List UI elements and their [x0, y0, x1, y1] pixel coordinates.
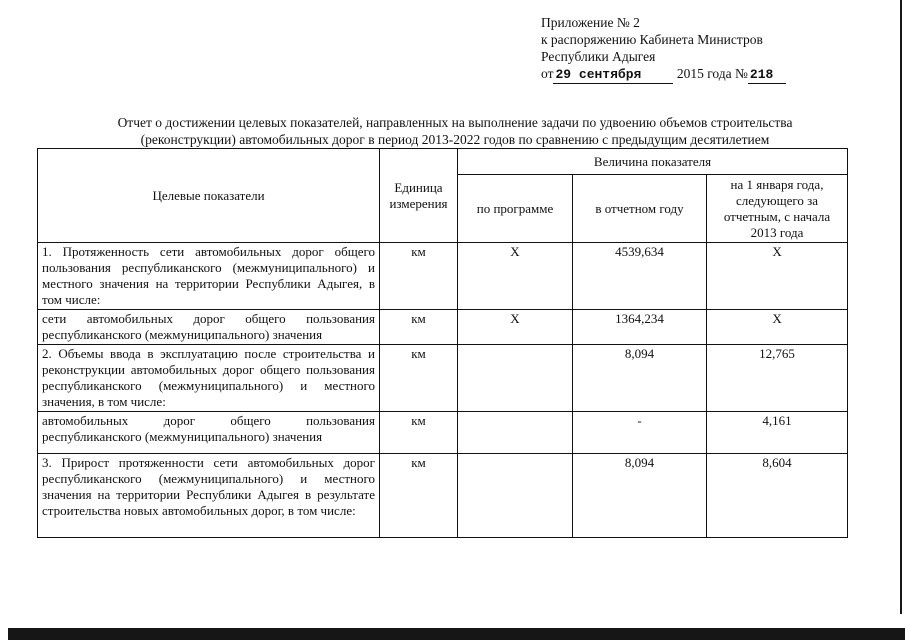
report-title-line-1: Отчет о достижении целевых показателей, направленных на выполнение задачи по удвоению объемов строительства	[117, 115, 793, 130]
year-text: 2015 года №	[676, 66, 748, 81]
attachment-number: Приложение № 2	[541, 15, 640, 30]
header-since-2013: на 1 января года, следующего за отчетным, с начала 2013 года	[707, 175, 848, 243]
row-program	[458, 345, 573, 412]
row-reporting: 8,094	[573, 454, 707, 538]
row-since-2013: 4,161	[707, 412, 848, 454]
date-prefix: от	[541, 66, 554, 81]
row-since-2013: Х	[707, 243, 848, 310]
row-reporting: -	[573, 412, 707, 454]
row-program: Х	[458, 243, 573, 310]
header-unit: Единица измерения	[380, 149, 458, 243]
indicators-table	[37, 148, 848, 538]
row-since-2013: 8,604	[707, 454, 848, 538]
row-program	[458, 412, 573, 454]
row-unit: км	[380, 310, 458, 345]
row-program	[458, 454, 573, 538]
attachment-date-line	[541, 65, 786, 84]
report-title	[40, 114, 870, 148]
row-since-2013: 12,765	[707, 345, 848, 412]
scan-border-bottom	[8, 628, 905, 640]
attachment-order: к распоряжению Кабинета Министров	[541, 32, 763, 47]
order-number: 218	[748, 66, 786, 84]
row-description: автомобильных дорог общего пользования республиканского (межмуниципального) значения	[38, 412, 380, 454]
header-reporting-year: в отчетном году	[573, 175, 707, 243]
row-reporting: 1364,234	[573, 310, 707, 345]
header-value-group: Величина показателя	[458, 149, 848, 175]
date-value: 29 сентября	[553, 66, 673, 84]
row-description: 1. Протяженность сети автомобильных дорог общего пользования республиканского (межмуниципального) и местного значения на территории Республики Адыгея, в том числе:	[38, 243, 380, 310]
header-indicators: Целевые показатели	[38, 149, 380, 243]
row-reporting: 4539,634	[573, 243, 707, 310]
row-unit: км	[380, 454, 458, 538]
table-row	[38, 345, 848, 412]
table-row	[38, 243, 848, 310]
row-reporting: 8,094	[573, 345, 707, 412]
row-since-2013: Х	[707, 310, 848, 345]
attachment-republic: Республики Адыгея	[541, 49, 656, 64]
row-program: Х	[458, 310, 573, 345]
row-description: сети автомобильных дорог общего пользования республиканского (межмуниципального) значения	[38, 310, 380, 345]
table-row	[38, 310, 848, 345]
scan-border-right	[900, 0, 902, 614]
row-unit: км	[380, 412, 458, 454]
header-by-program: по программе	[458, 175, 573, 243]
row-description: 3. Прирост протяженности сети автомобильных дорог республиканского (межмуниципального) и местного значения на территории Республики Адыгея в результате строительства новых автомобильных дорог, в том числе:	[38, 454, 380, 538]
row-description: 2. Объемы ввода в эксплуатацию после строительства и реконструкции автомобильных дорог общего пользования республиканского (межмуниципального) и местного значения, в том числе:	[38, 345, 380, 412]
table-row	[38, 412, 848, 454]
table-row	[38, 454, 848, 538]
attachment-header	[541, 14, 786, 84]
report-title-line-2: (реконструкции) автомобильных дорог в период 2013-2022 годов по сравнению с предыдущим десятилетием	[140, 132, 770, 147]
row-unit: км	[380, 345, 458, 412]
row-unit: км	[380, 243, 458, 310]
